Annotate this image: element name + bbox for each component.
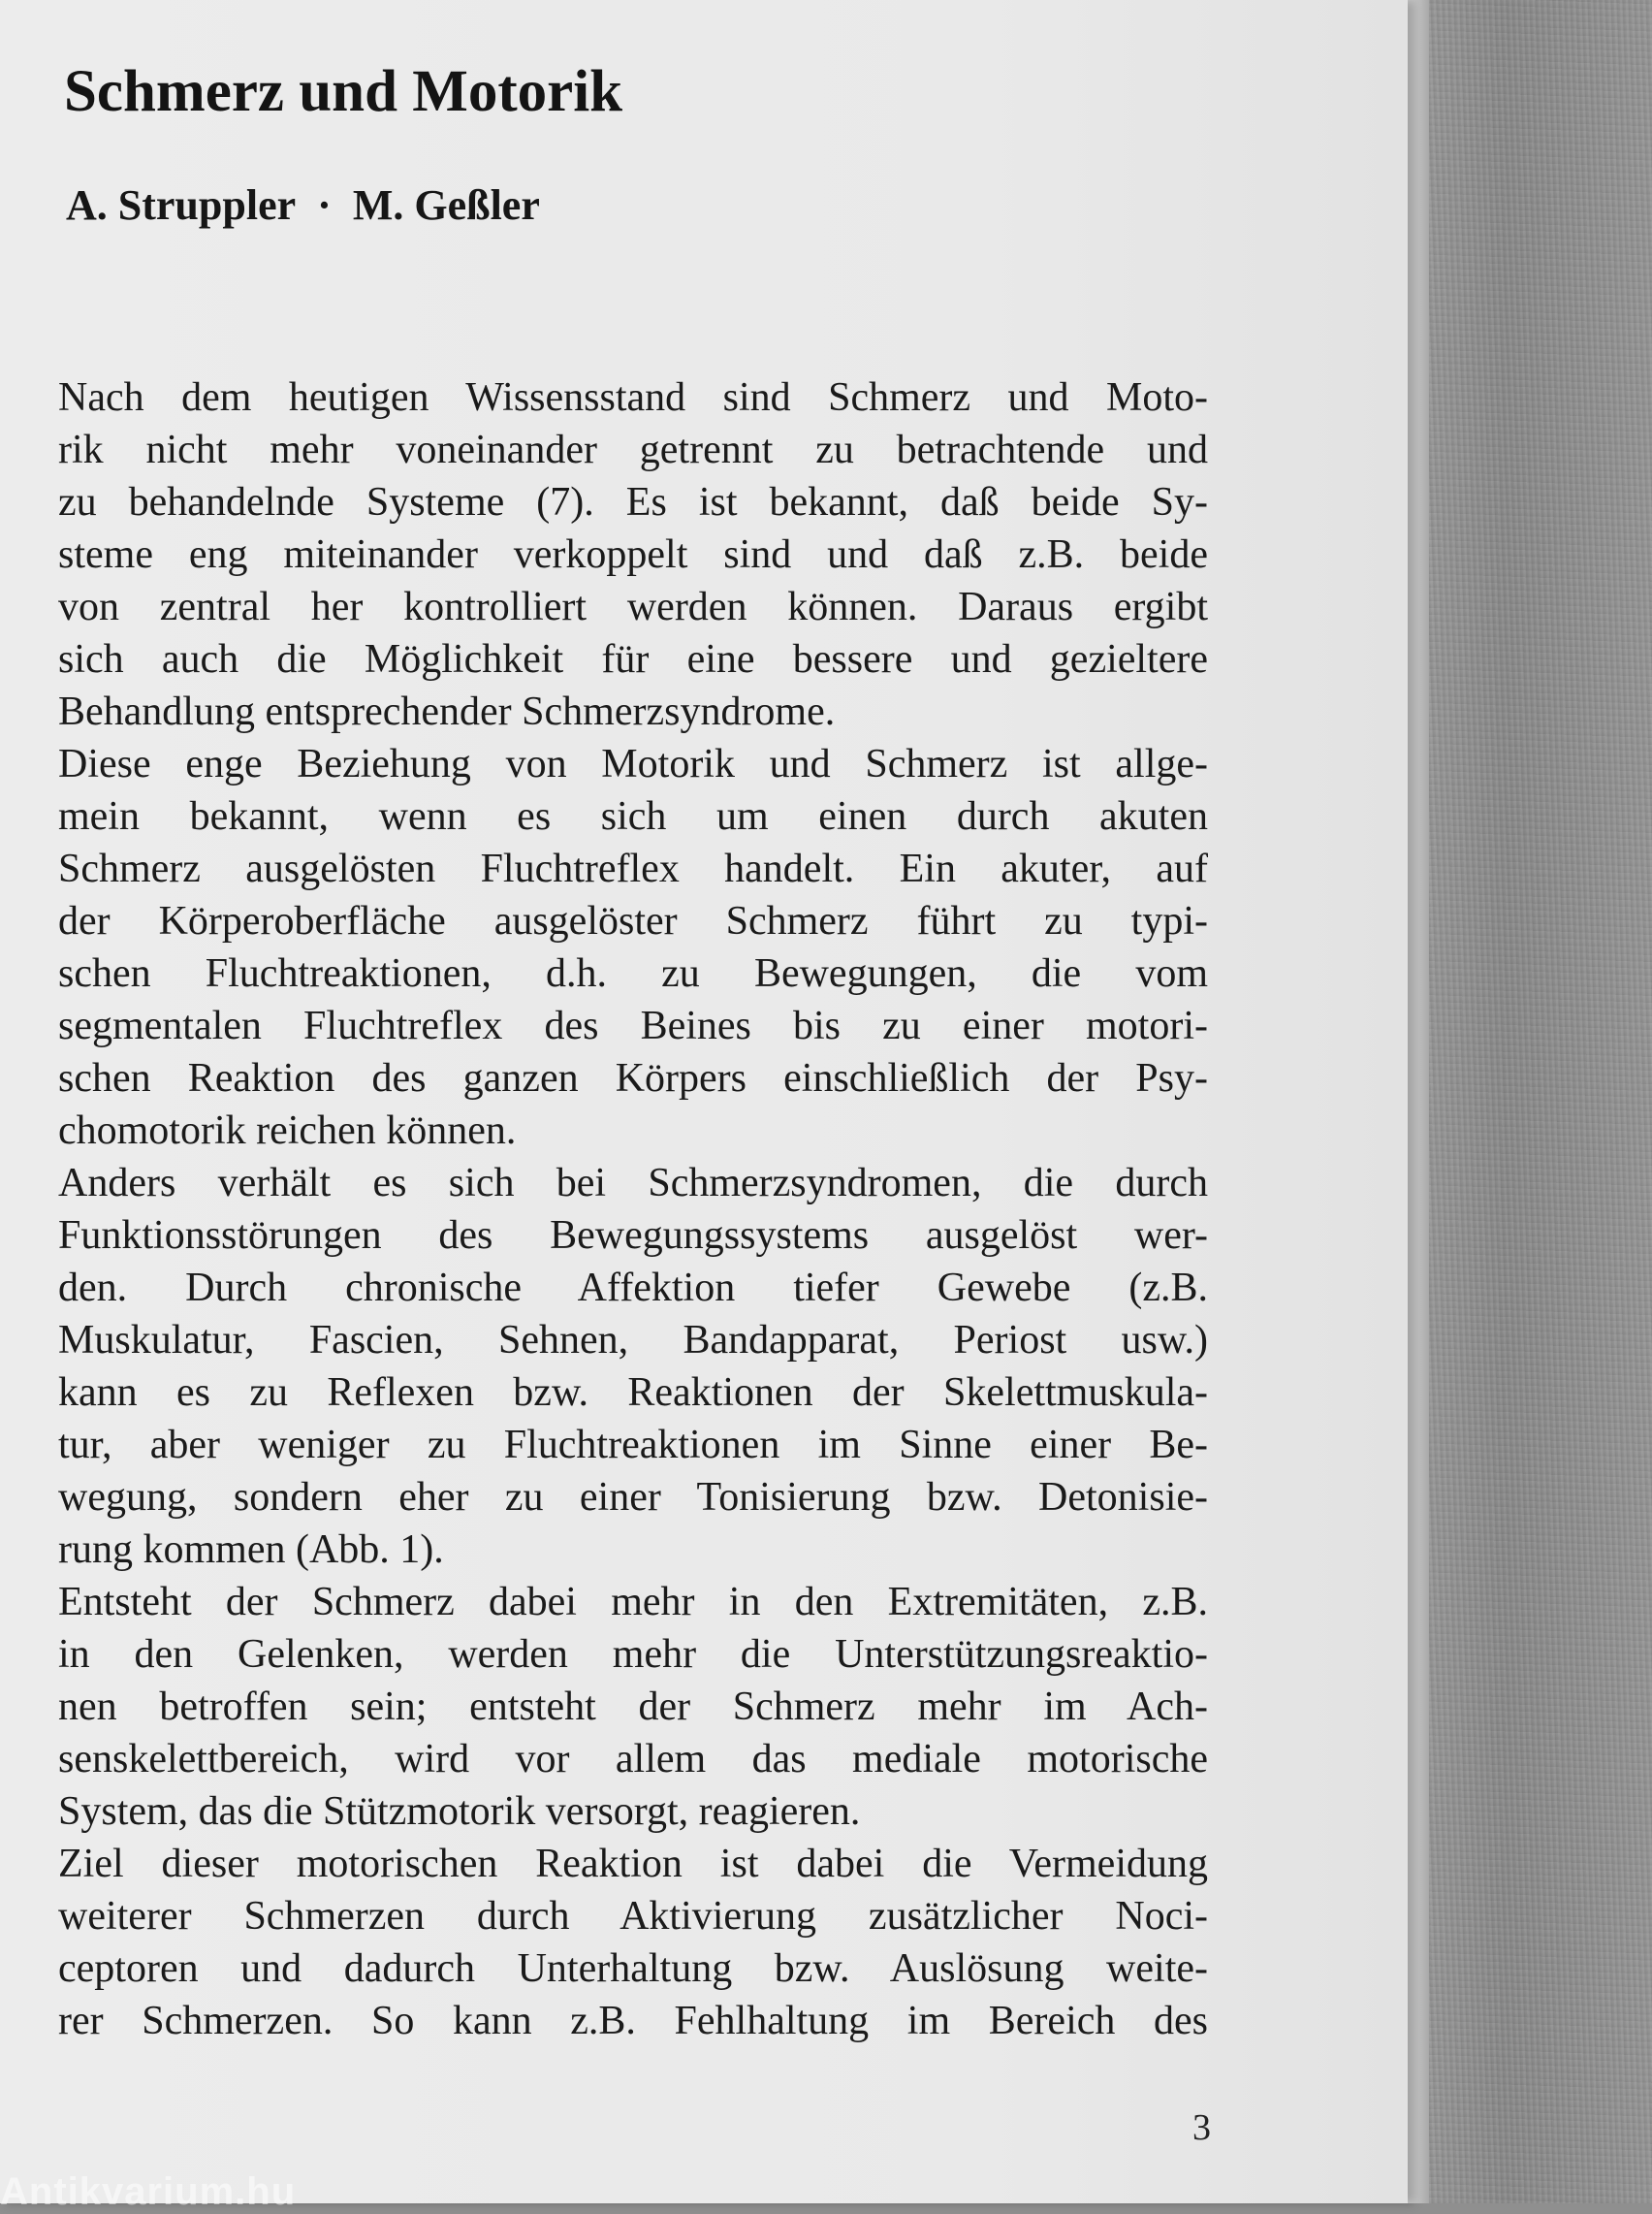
text-line: schen Reaktion des ganzen Körpers einschließlich der Psy- xyxy=(58,1056,1208,1101)
text-line: Entsteht der Schmerz dabei mehr in den Extremitäten, z.B. xyxy=(58,1580,1208,1624)
body-paragraph xyxy=(58,371,1208,738)
page-number: 3 xyxy=(1192,2107,1211,2148)
text-line: Ziel dieser motorischen Reaktion ist dabei die Vermeidung xyxy=(58,1842,1208,1886)
page-edge xyxy=(1408,0,1429,2203)
text-line: Nach dem heutigen Wissensstand sind Schmerz und Moto- xyxy=(58,375,1208,420)
text-line: chomotorik reichen können. xyxy=(58,1108,517,1153)
body-paragraph xyxy=(58,738,1208,1157)
article-body xyxy=(58,371,1208,2047)
text-line: Behandlung entsprechender Schmerzsyndrome. xyxy=(58,690,836,734)
text-line: weiterer Schmerzen durch Aktivierung zusätzlicher Noci- xyxy=(58,1894,1208,1939)
author-name: M. Geßler xyxy=(352,181,540,229)
author-line xyxy=(66,180,540,232)
text-line: der Körperoberfläche ausgelöster Schmerz führt zu typi- xyxy=(58,899,1208,944)
body-paragraph xyxy=(58,1576,1208,1838)
text-line: segmentalen Fluchtreflex des Beines bis zu einer motori- xyxy=(58,1004,1208,1048)
text-line: Funktionsstörungen des Bewegungssystems ausgelöst wer- xyxy=(58,1213,1208,1258)
text-line: Muskulatur, Fascien, Sehnen, Bandapparat, Periost usw.) xyxy=(58,1318,1208,1363)
text-line: von zentral her kontrolliert werden können. Daraus ergibt xyxy=(58,585,1208,629)
text-line: den. Durch chronische Affektion tiefer Gewebe (z.B. xyxy=(58,1266,1208,1310)
text-line: nen betroffen sein; entsteht der Schmerz mehr im Ach- xyxy=(58,1685,1208,1729)
article-title: Schmerz und Motorik xyxy=(64,59,623,124)
text-line: steme eng miteinander verkoppelt sind und daß z.B. beide xyxy=(58,532,1208,577)
text-line: sich auch die Möglichkeit für eine bessere und gezieltere xyxy=(58,637,1208,682)
text-line: mein bekannt, wenn es sich um einen durch akuten xyxy=(58,794,1208,839)
text-line: kann es zu Reflexen bzw. Reaktionen der Skelettmuskula- xyxy=(58,1370,1208,1415)
body-paragraph xyxy=(58,1157,1208,1576)
text-line: ceptoren und dadurch Unterhaltung bzw. Auslösung weite- xyxy=(58,1946,1208,1991)
text-line: in den Gelenken, werden mehr die Unterstützungsreaktio- xyxy=(58,1632,1208,1677)
background-surface xyxy=(1406,0,1652,2203)
text-line: rer Schmerzen. So kann z.B. Fehlhaltung im Bereich des xyxy=(58,1999,1208,2043)
text-line: System, das die Stützmotorik versorgt, reagieren. xyxy=(58,1789,861,1834)
text-line: rung kommen (Abb. 1). xyxy=(58,1527,444,1572)
text-line: zu behandelnde Systeme (7). Es ist bekannt, daß beide Sy- xyxy=(58,480,1208,525)
watermark-text: Antikvarium.hu xyxy=(0,2170,297,2213)
text-line: rik nicht mehr voneinander getrennt zu betrachtende und xyxy=(58,428,1208,472)
text-line: schen Fluchtreaktionen, d.h. zu Bewegungen, die vom xyxy=(58,951,1208,996)
body-paragraph xyxy=(58,1838,1208,2047)
author-name: A. Struppler xyxy=(66,181,297,229)
text-line: tur, aber weniger zu Fluchtreaktionen im Sinne einer Be- xyxy=(58,1423,1208,1467)
text-line: Diese enge Beziehung von Motorik und Schmerz ist allge- xyxy=(58,742,1208,786)
text-line: senskelettbereich, wird vor allem das mediale motorische xyxy=(58,1737,1208,1781)
text-line: Schmerz ausgelösten Fluchtreflex handelt. Ein akuter, auf xyxy=(58,847,1208,891)
text-line: Anders verhält es sich bei Schmerzsyndromen, die durch xyxy=(58,1161,1208,1205)
author-separator: · xyxy=(317,181,332,229)
text-line: wegung, sondern eher zu einer Tonisierung bzw. Detonisie- xyxy=(58,1475,1208,1520)
